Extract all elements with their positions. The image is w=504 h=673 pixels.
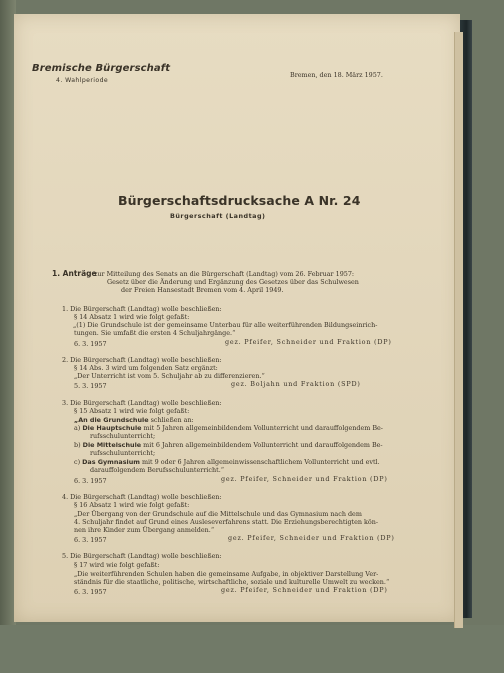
- s1-date: 6. 3. 1957: [74, 340, 107, 348]
- intro-line-2: Gesetz über die Änderung und Ergänzung des Gesetzes über das Schulwesen: [107, 278, 359, 286]
- intro-line-3: der Freien Hansestadt Bremen vom 4. April 1949.: [121, 286, 284, 294]
- header-organization: Bremische Bürgerschaft: [32, 63, 171, 74]
- intro-line-1: zur Mitteilung des Senats an die Bürgerschaft (Landtag) vom 26. Februar 1957:: [94, 270, 355, 278]
- s3-item-b: b) Die Mittelschule mit 6 Jahren allgemeinbildendem Vollunterricht und darauffolgendem Be-: [74, 441, 383, 449]
- s2-text-1: „Der Unterricht ist vom 5. Schuljahr ab zu differenzieren.“: [74, 372, 265, 380]
- document-subtitle: Bürgerschaft (Landtag): [170, 212, 266, 220]
- document-title: Bürgerschaftsdrucksache A Nr. 24: [118, 193, 361, 208]
- header-date: Bremen, den 18. März 1957.: [290, 71, 383, 79]
- s3-item-b-cont: rufsschulunterricht;: [90, 449, 156, 457]
- s4-text-2: 4. Schuljahr findet auf Grund eines Ausleseverfahrens statt. Die Erziehungsberechtigten kön-: [74, 518, 379, 526]
- s4-date: 6. 3. 1957: [74, 536, 107, 544]
- document-page: [14, 14, 460, 622]
- s1-paragraph: § 14 Absatz 1 wird wie folgt gefaßt:: [74, 313, 190, 321]
- s5-signature: gez. Pfeifer, Schneider und Fraktion (DP): [221, 586, 388, 594]
- s1-heading: 1. Die Bürgerschaft (Landtag) wolle beschließen:: [62, 305, 222, 313]
- s4-text-1: „Der Übergang von der Grundschule auf die Mittelschule und das Gymnasium nach dem: [74, 510, 362, 518]
- intro-number: 1. Anträge: [52, 269, 97, 278]
- s5-paragraph: § 17 wird wie folgt gefaßt:: [74, 561, 160, 569]
- s5-heading: 5. Die Bürgerschaft (Landtag) wolle beschließen:: [62, 552, 222, 560]
- s1-text-1: „(1) Die Grundschule ist der gemeinsame Unterbau für alle weiterführenden Bildungseinrich-: [73, 321, 378, 329]
- s4-heading: 4. Die Bürgerschaft (Landtag) wolle beschließen:: [62, 493, 222, 501]
- s1-signature: gez. Pfeifer, Schneider und Fraktion (DP): [225, 338, 392, 346]
- s5-text-1: „Die weiterführenden Schulen haben die gemeinsame Aufgabe, in objektiver Darstellung Ver-: [74, 570, 379, 578]
- s3-date: 6. 3. 1957: [74, 477, 107, 485]
- s3-item-a-cont: rufsschulunterricht;: [90, 432, 156, 440]
- s3-text-1: „An die Grundschule schließen an:: [74, 416, 194, 424]
- header-period: 4. Wahlperiode: [56, 77, 109, 84]
- s5-date: 6. 3. 1957: [74, 588, 107, 596]
- s3-heading: 3. Die Bürgerschaft (Landtag) wolle beschließen:: [62, 399, 222, 407]
- s3-item-a: a) Die Hauptschule mit 5 Jahren allgemeinbildendem Vollunterricht und darauffolgendem Be-: [74, 424, 383, 432]
- s5-text-2: ständnis für die staatliche, politische, wirtschaftliche, soziale und kulturelle Umwelt zu wecken.“: [74, 578, 390, 586]
- s4-paragraph: § 16 Absatz 1 wird wie folgt gefaßt:: [74, 501, 190, 509]
- s1-text-2: tungen. Sie umfaßt die ersten 4 Schuljahrgänge.“: [74, 329, 236, 337]
- s2-heading: 2. Die Bürgerschaft (Landtag) wolle beschließen:: [62, 356, 222, 364]
- page-edge: [454, 32, 463, 628]
- s3-signature: gez. Pfeifer, Schneider und Fraktion (DP): [221, 475, 388, 483]
- background-bottom: [0, 625, 504, 673]
- s2-paragraph: § 14 Abs. 3 wird um folgenden Satz ergänzt:: [74, 364, 218, 372]
- s3-paragraph: § 15 Absatz 1 wird wie folgt gefaßt:: [74, 407, 190, 415]
- s4-text-3: nen ihre Kinder zum Übergang anmelden.“: [74, 526, 215, 534]
- s4-signature: gez. Pfeifer, Schneider und Fraktion (DP): [228, 534, 395, 542]
- s3-item-c: c) Das Gymnasium mit 9 oder 6 Jahren allgemeinwissenschaftlichem Vollunterricht und evtl.: [74, 458, 380, 466]
- s2-date: 5. 3. 1957: [74, 382, 107, 390]
- s3-item-c-cont: darauffolgendem Berufsschulunterricht.“: [90, 466, 224, 474]
- s2-signature: gez. Boljahn und Fraktion (SPD): [231, 380, 361, 388]
